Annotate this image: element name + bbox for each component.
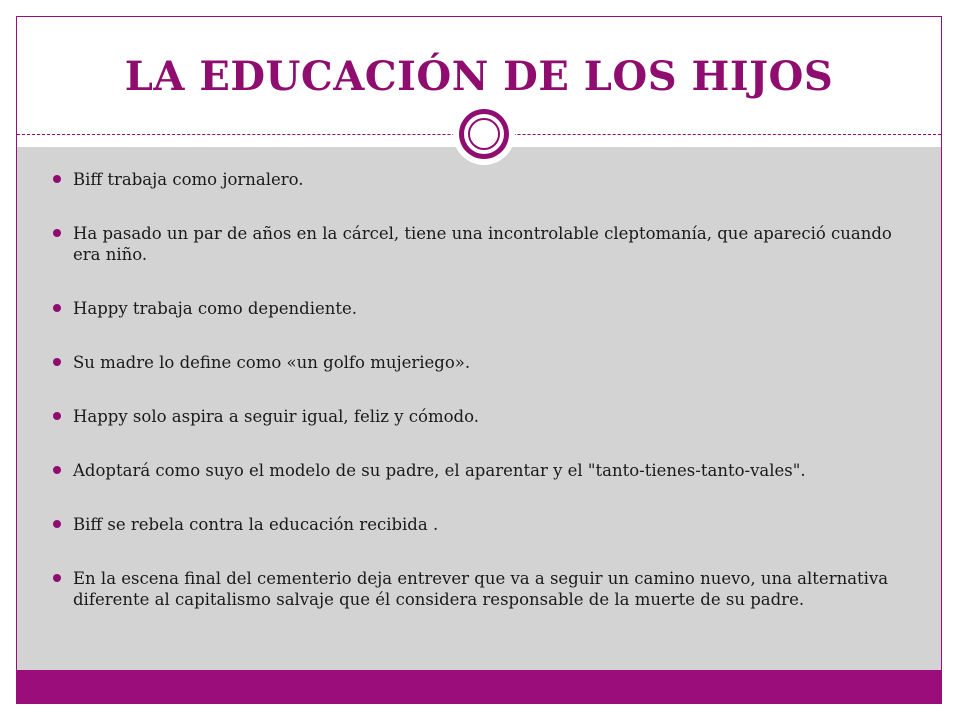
bullet-text: Ha pasado un par de años en la cárcel, tiene una incontrolable cleptomanía, que apareció cuando era niño. (73, 224, 892, 264)
bullet-text: Biff se rebela contra la educación recibida . (73, 515, 439, 534)
list-item (53, 568, 913, 610)
bullet-dot-icon (53, 412, 61, 420)
bullet-text: En la escena final del cementerio deja entrever que va a seguir un camino nuevo, una alternativa diferente al capitalismo salvaje que él considera responsable de la muerte de su padre. (73, 569, 889, 609)
bullet-list (53, 169, 913, 643)
bullet-text: Su madre lo define como «un golfo mujeriego». (73, 353, 471, 372)
bullet-text: Biff trabaja como jornalero. (73, 170, 304, 189)
list-item (53, 169, 913, 190)
bottom-bar (17, 670, 941, 703)
slide (16, 16, 942, 704)
circle-ornament-icon (453, 103, 515, 165)
bullet-text: Adoptará como suyo el modelo de su padre, el aparentar y el "tanto-tienes-tanto-vales". (73, 461, 806, 480)
slide-title: LA EDUCACIÓN DE LOS HIJOS (124, 53, 834, 100)
list-item (53, 298, 913, 319)
list-item (53, 460, 913, 481)
bullet-text: Happy solo aspira a seguir igual, feliz y cómodo. (73, 407, 480, 426)
list-item (53, 223, 913, 265)
list-item (53, 514, 913, 535)
bullet-dot-icon (53, 304, 61, 312)
bullet-dot-icon (53, 466, 61, 474)
bullet-dot-icon (53, 574, 61, 582)
bullet-dot-icon (53, 358, 61, 366)
bullet-dot-icon (53, 229, 61, 237)
bullet-text: Happy trabaja como dependiente. (73, 299, 358, 318)
list-item (53, 352, 913, 373)
bullet-dot-icon (53, 520, 61, 528)
bullet-dot-icon (53, 175, 61, 183)
list-item (53, 406, 913, 427)
